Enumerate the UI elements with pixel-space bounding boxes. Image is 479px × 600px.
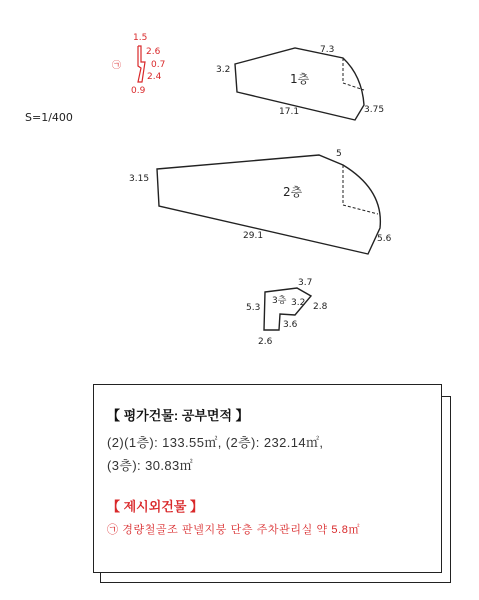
floor2-dim-right: 5.6 [377, 234, 392, 244]
floor1-dim-right: 3.75 [364, 105, 385, 115]
panel-title: 【 평가건물: 공부면적 】 [107, 408, 249, 423]
annex-mark: ㉠ [112, 61, 122, 71]
floor2-dim-bottom: 29.1 [243, 231, 264, 241]
annex-dim-2: 2.6 [146, 47, 161, 57]
info-panel [93, 384, 442, 573]
annex-dim-3: 0.7 [151, 60, 166, 70]
area-line-2: (3층): 30.83㎡ [107, 458, 194, 473]
floor3-dim-left: 5.3 [246, 303, 261, 313]
floor3-dim-right: 2.8 [313, 302, 328, 312]
annex-dim-4: 2.4 [147, 72, 162, 82]
excluded-title: 【 제시외건물 】 [107, 499, 204, 514]
floor2-dim-top: 5 [336, 149, 342, 159]
annex-dim-1: 1.5 [133, 33, 148, 43]
annex-drawing [112, 33, 165, 96]
annex-dim-5: 0.9 [131, 86, 146, 96]
floor3-dim-bottom: 2.6 [258, 337, 273, 347]
floor1-plan [216, 45, 384, 120]
floor3-label: 3층 [272, 296, 287, 306]
floor2-label: 2층 [283, 185, 303, 199]
area-line-1: (2)(1층): 133.55㎡, (2층): 232.14㎡, [107, 435, 324, 450]
floor2-plan [129, 149, 392, 254]
floor3-dim-mid: 3.6 [283, 320, 298, 330]
floor2-dashed-guide [343, 165, 378, 214]
annex-outline [138, 46, 145, 82]
floor3-plan [246, 278, 328, 347]
floor1-dim-left: 3.2 [216, 65, 231, 75]
floor3-dim-inner: 3.2 [291, 298, 306, 308]
floor1-label: 1층 [290, 72, 310, 86]
scale-label: S=1/400 [25, 111, 73, 124]
excluded-line: ㉠ 경량철골조 판넬지붕 단층 주차관리실 약 5.8㎡ [107, 524, 361, 536]
floor1-dim-bottom: 17.1 [279, 107, 300, 117]
floor3-dim-top: 3.7 [298, 278, 313, 288]
floor1-dim-top: 7.3 [320, 45, 335, 55]
floor2-dim-left: 3.15 [129, 174, 150, 184]
floor2-outline [157, 155, 380, 254]
